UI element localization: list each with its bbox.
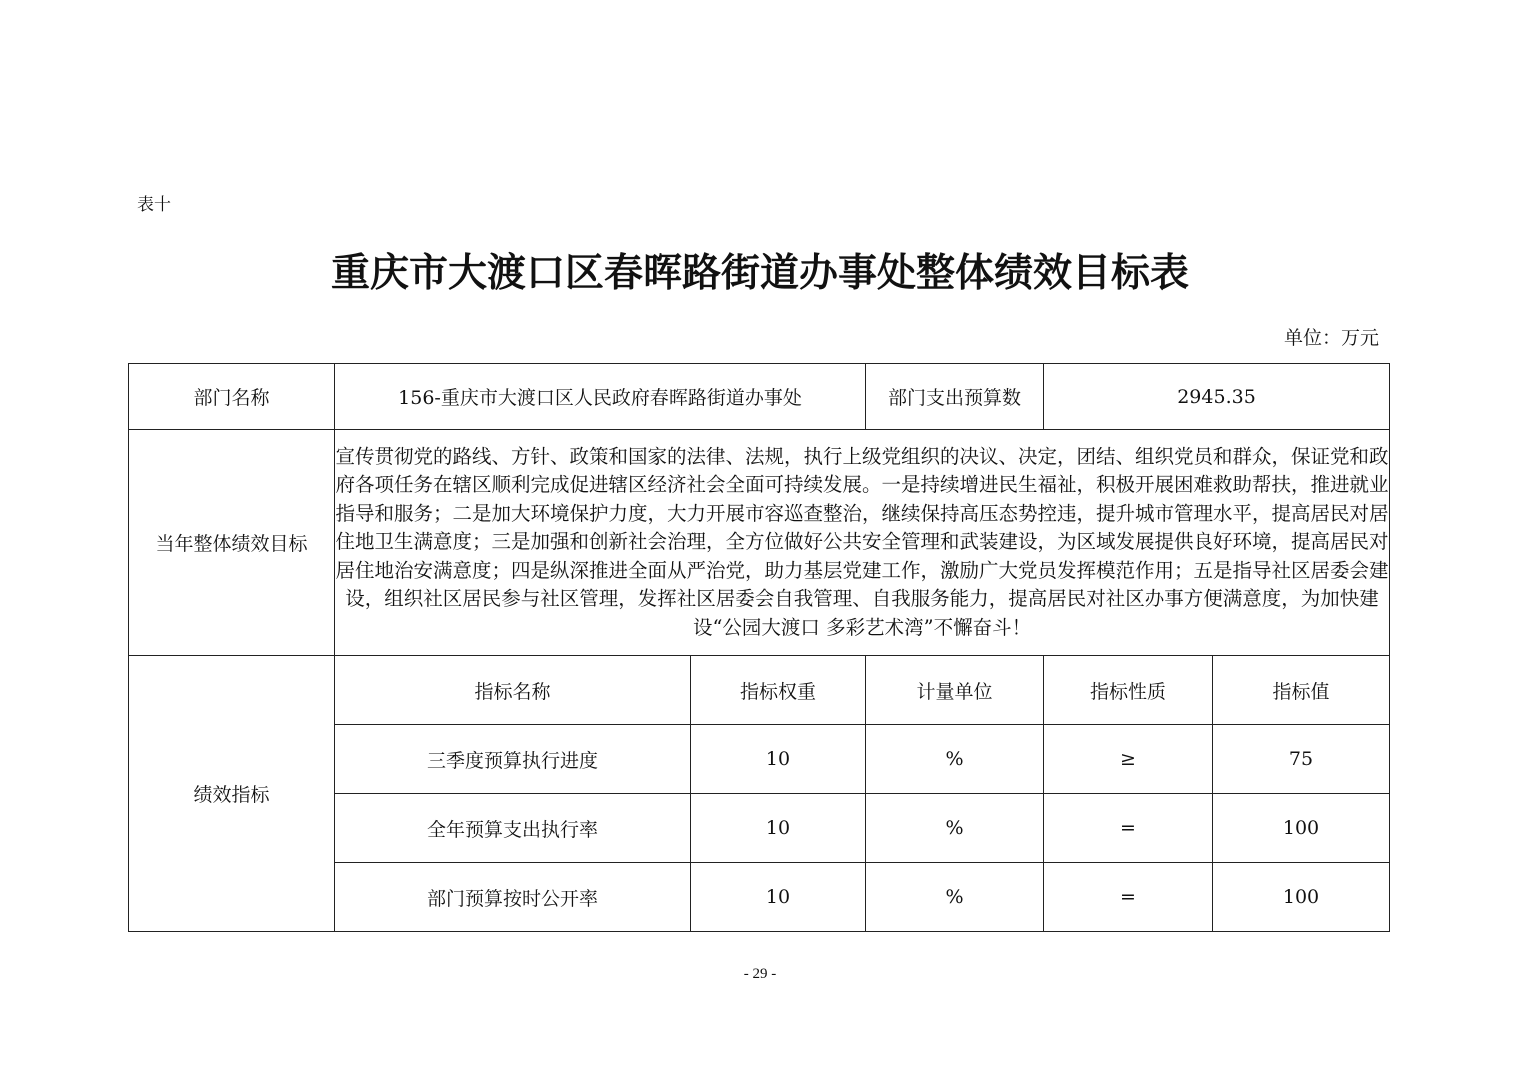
indicator-value: 75 bbox=[1213, 725, 1390, 794]
indicator-weight: 10 bbox=[691, 863, 866, 932]
dept-name-label: 部门名称 bbox=[129, 364, 335, 430]
indicator-unit: % bbox=[866, 794, 1044, 863]
header-indicator-nature: 指标性质 bbox=[1044, 656, 1213, 725]
indicator-name: 三季度预算执行进度 bbox=[335, 725, 691, 794]
budget-label: 部门支出预算数 bbox=[866, 364, 1044, 430]
indicator-section-label: 绩效指标 bbox=[129, 656, 335, 932]
table-number-label: 表十 bbox=[137, 195, 171, 215]
header-indicator-name: 指标名称 bbox=[335, 656, 691, 725]
indicator-unit: % bbox=[866, 725, 1044, 794]
budget-value: 2945.35 bbox=[1044, 364, 1390, 430]
goal-text: 宣传贯彻党的路线、方针、政策和国家的法律、法规，执行上级党组织的决议、决定，团结、组织党员和群众，保证党和政府各项任务在辖区顺利完成促进辖区经济社会全面可持续发展。一是持续增进民生福祉，积极开展困难救助帮扶，推进就业指导和服务；二是加大环境保护力度，大力开展市容巡查整治，继续保持高压态势控违，提升城市管理水平，提高居民对居住地卫生满意度；三是加强和创新社会治理，全方位做好公共安全管理和武装建设，为区域发展提供良好环境，提高居民对居住地治安满意度；四是纵深推进全面从严治党，助力基层党建工作，激励广大党员发挥模范作用；五是指导社区居委会建设，组织社区居民参与社区管理，发挥社区居委会自我管理、自我服务能力，提高居民对社区办事方便满意度，为加快建设“公园大渡口 多彩艺术湾”不懈奋斗！ bbox=[335, 430, 1390, 656]
indicator-unit: % bbox=[866, 863, 1044, 932]
indicator-value: 100 bbox=[1213, 794, 1390, 863]
header-indicator-value: 指标值 bbox=[1213, 656, 1390, 725]
dept-info-row bbox=[129, 364, 1390, 430]
dept-name-value: 156-重庆市大渡口区人民政府春晖路街道办事处 bbox=[335, 364, 866, 430]
goal-label: 当年整体绩效目标 bbox=[129, 430, 335, 656]
header-indicator-weight: 指标权重 bbox=[691, 656, 866, 725]
unit-label: 单位：万元 bbox=[1283, 327, 1379, 349]
page-number: - 29 - bbox=[743, 966, 777, 982]
header-indicator-unit: 计量单位 bbox=[866, 656, 1044, 725]
indicator-name: 部门预算按时公开率 bbox=[335, 863, 691, 932]
goal-row bbox=[129, 430, 1390, 656]
indicator-nature: = bbox=[1044, 863, 1213, 932]
indicator-weight: 10 bbox=[691, 794, 866, 863]
indicator-nature: ≥ bbox=[1044, 725, 1213, 794]
indicator-nature: = bbox=[1044, 794, 1213, 863]
indicator-header-row bbox=[129, 656, 1390, 725]
indicator-value: 100 bbox=[1213, 863, 1390, 932]
indicator-weight: 10 bbox=[691, 725, 866, 794]
performance-target-table bbox=[128, 363, 1390, 932]
page-title: 重庆市大渡口区春晖路街道办事处整体绩效目标表 bbox=[330, 251, 1189, 296]
indicator-name: 全年预算支出执行率 bbox=[335, 794, 691, 863]
